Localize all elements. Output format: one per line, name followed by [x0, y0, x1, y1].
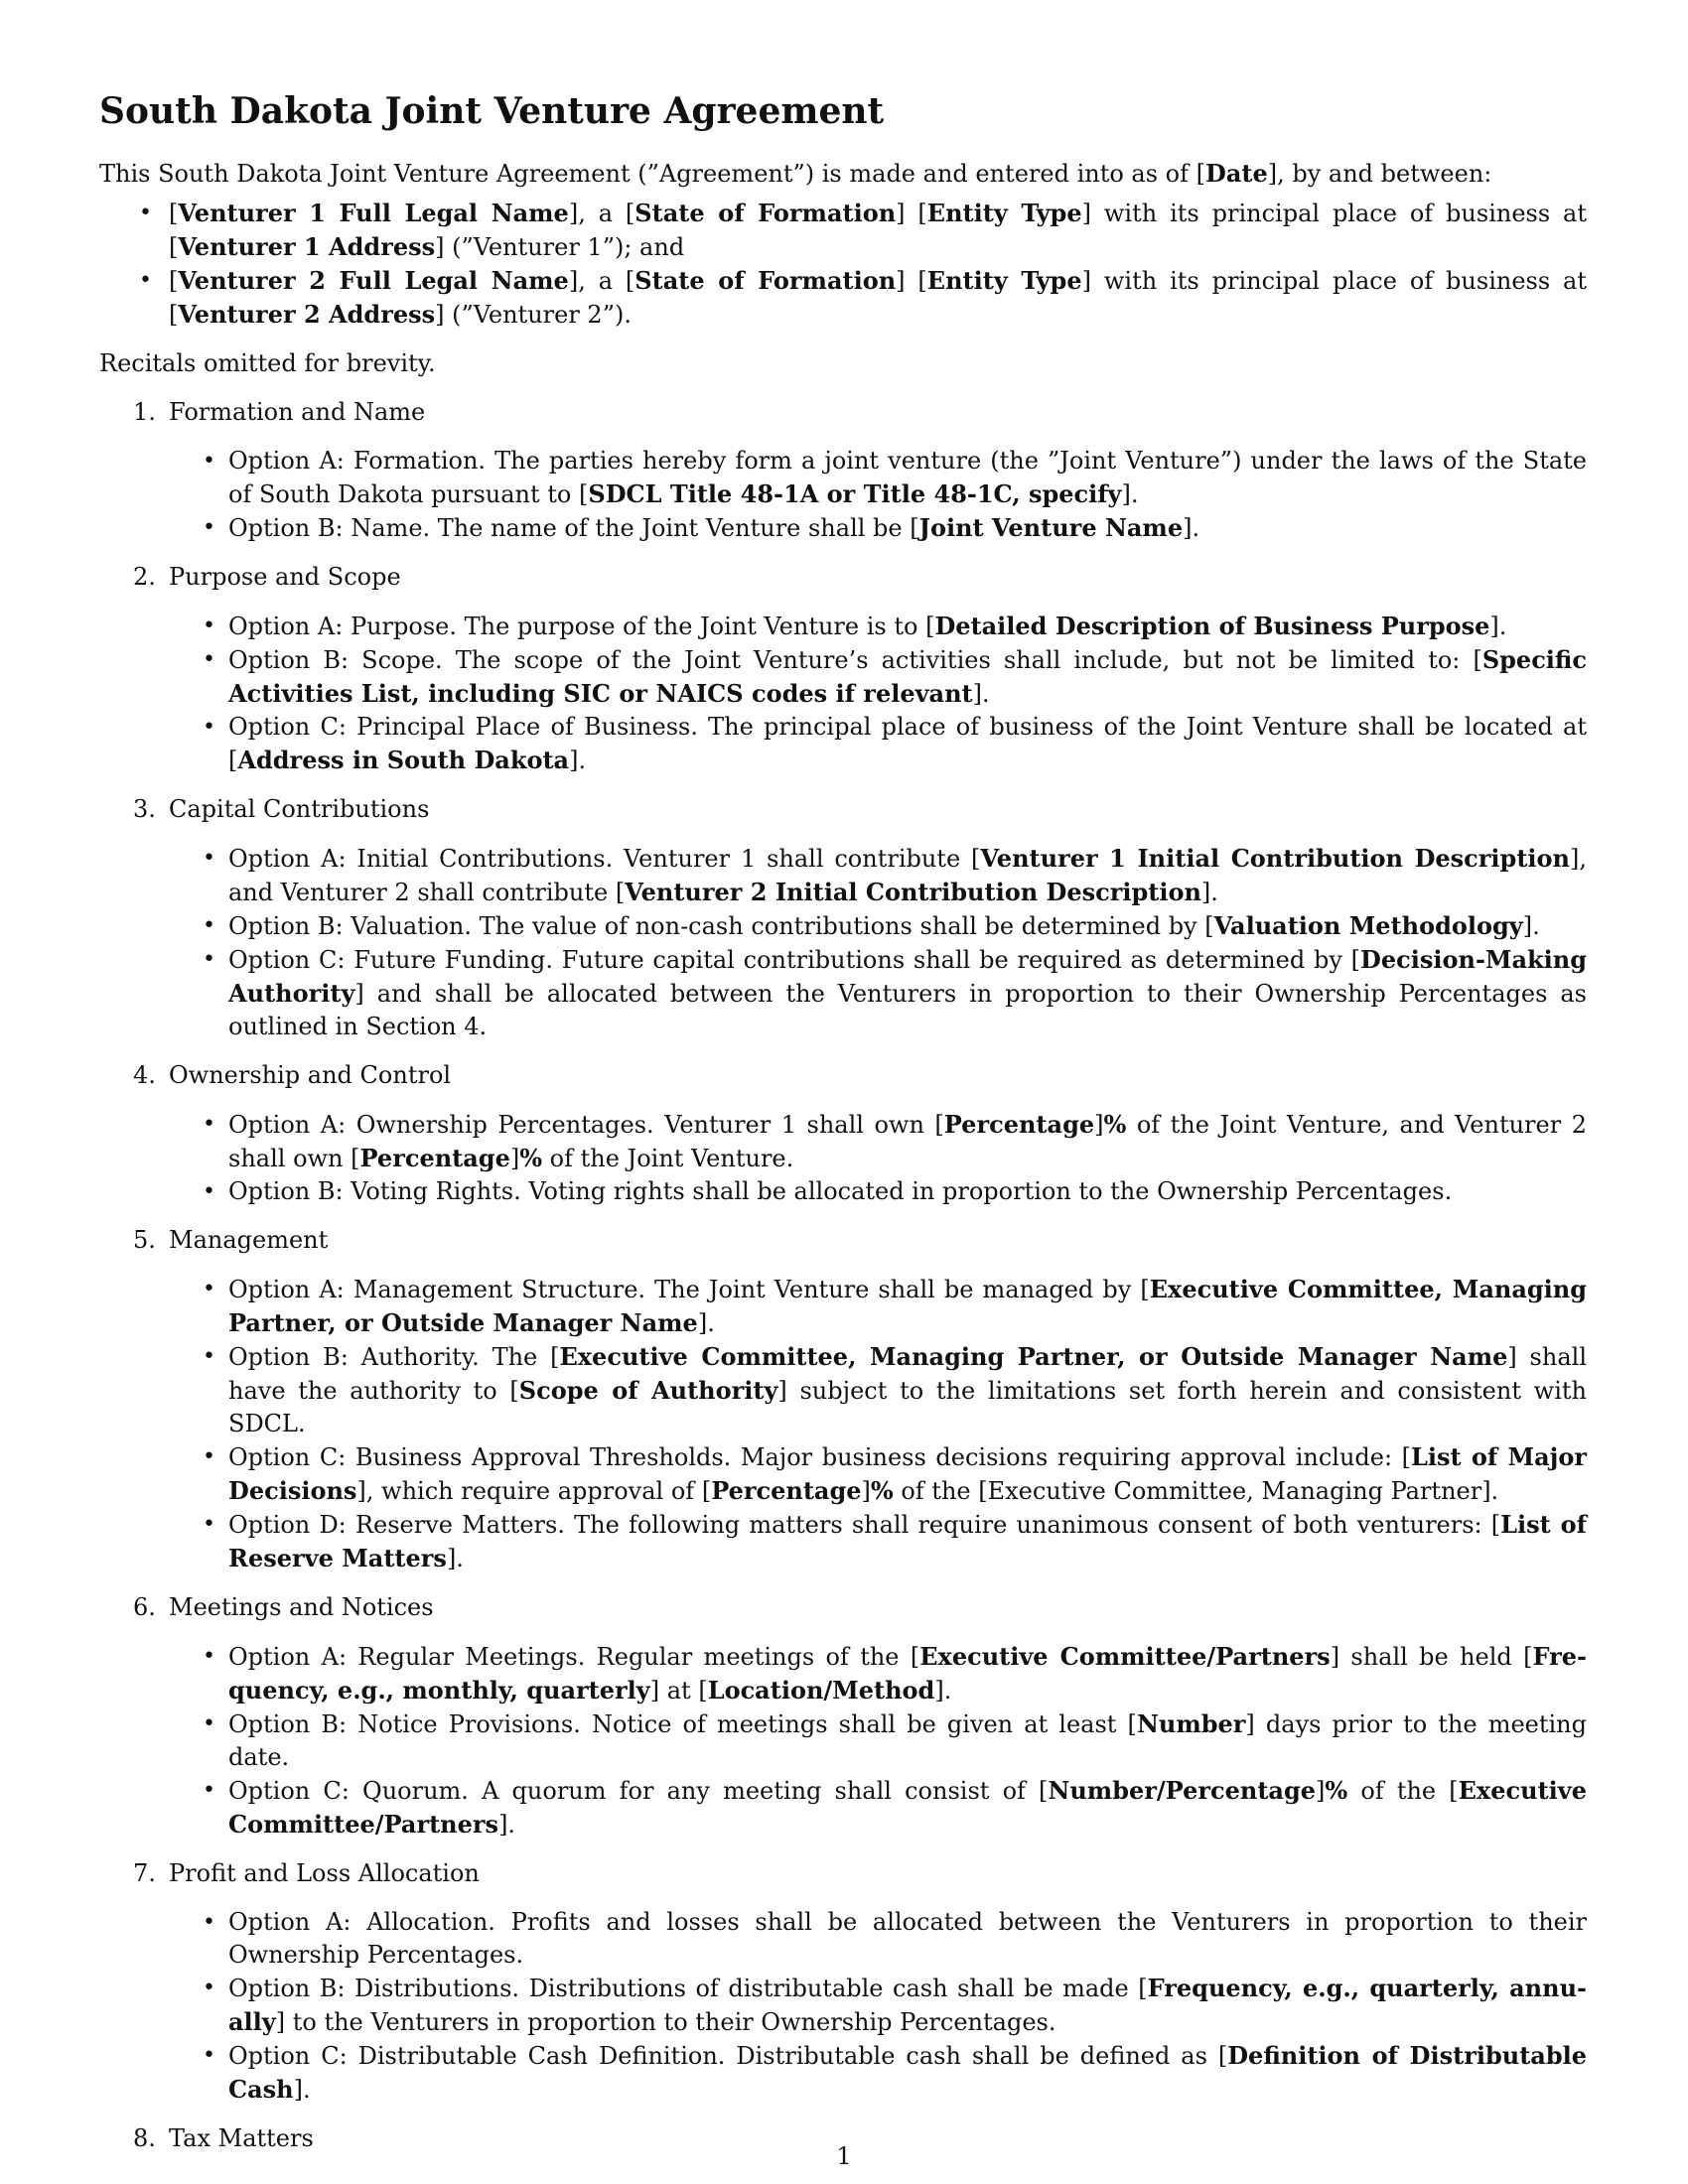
placeholder-field: Decision-Making Authority — [228, 945, 1587, 1008]
placeholder-field: % — [1325, 1776, 1348, 1805]
clause-text: Option B: Notice Provisions. Notice of meetings shall be given at least [ — [228, 1710, 1137, 1738]
section-title: Formation and Name — [169, 398, 426, 426]
option-list — [99, 1108, 1587, 1208]
section-item — [99, 1059, 1587, 1208]
clause-text: ] [ — [896, 267, 927, 295]
option-item — [228, 1273, 1587, 1340]
clause-text: Option A: Formation. The parties hereby form a joint venture (the ”Joint Venture”) under the laws of the State of South Dakota pursuant to [ — [228, 447, 1587, 508]
clause-text: ]. — [1121, 480, 1139, 508]
option-list — [99, 1906, 1587, 2107]
page-number: 1 — [836, 2142, 852, 2170]
clause-text: Option B: Valuation. The value of non-cash contributions shall be determined by [ — [228, 912, 1214, 940]
placeholder-field: Address in South Dakota — [237, 746, 570, 774]
section-item — [99, 1591, 1587, 1842]
placeholder-field: Entity Type — [926, 266, 1082, 295]
placeholder-field: Executive Committee/Partners — [228, 1776, 1587, 1839]
section-heading — [99, 561, 1587, 594]
clause-text: Option C: Principal Place of Business. The principal place of business of the Joint Venture shall be located at [ — [228, 713, 1587, 774]
clause-text: Option A: Purpose. The purpose of the Joint Venture is to [ — [228, 613, 935, 640]
section-title: Management — [169, 1226, 329, 1254]
sections-list — [99, 396, 1587, 2155]
clause-text: ]. — [934, 1677, 952, 1705]
clause-text: Option A: Allocation. Profits and losses shall be allocated between the Venturers in proportion to their Ownership Percentages. — [228, 1908, 1587, 1969]
clause-text: ]. — [1522, 912, 1540, 940]
clause-text: [ — [169, 200, 179, 227]
clause-text: Option C: Distributable Cash Definition. Distributable cash shall be defined as [ — [228, 2042, 1228, 2070]
section-item — [99, 793, 1587, 1043]
option-item — [228, 1774, 1587, 1842]
clause-text: ] — [509, 1145, 520, 1172]
section-title: Tax Matters — [169, 2124, 314, 2152]
section-heading — [99, 1059, 1587, 1092]
clause-text: ] [ — [896, 200, 927, 227]
placeholder-field: Executive Committee/Partners — [919, 1642, 1331, 1671]
option-item — [228, 610, 1587, 643]
option-item — [228, 711, 1587, 777]
intro-text: ], by and between: — [1267, 160, 1492, 188]
clause-text: ]. — [972, 680, 990, 708]
placeholder-field: Specific Activities List, including SIC or NAICS codes if relevant — [228, 645, 1587, 708]
section-number: 2. — [133, 563, 156, 591]
clause-text: Option A: Ownership Percentages. Venturer 1 shall own [ — [228, 1111, 944, 1139]
clause-text: Option A: Management Structure. The Joint Venture shall be managed by [ — [228, 1276, 1150, 1303]
option-item — [228, 842, 1587, 909]
option-item — [228, 1175, 1587, 1208]
clause-text: Option B: Distributions. Distributions of distributable cash shall be made [ — [228, 1975, 1148, 2002]
clause-text: Option B: Name. The name of the Joint Venture shall be [ — [228, 514, 919, 542]
clause-text: ] and shall be allocated between the Venturers in proportion to their Ownership Percentages as outlined in Section 4. — [228, 980, 1587, 1040]
clause-text: ] to the Venturers in proportion to their Ownership Percentages. — [275, 2008, 1056, 2036]
clause-text: ] — [1094, 1111, 1104, 1139]
party-item — [169, 197, 1587, 264]
clause-text: ], and Venturer 2 shall contribute [ — [228, 845, 1587, 906]
option-list — [99, 445, 1587, 545]
placeholder-field: Executive Committee, Managing Partner, or Outside Manager Name — [559, 1342, 1508, 1371]
section-heading — [99, 396, 1587, 429]
option-item — [228, 943, 1587, 1043]
option-list — [99, 1640, 1587, 1842]
clause-text: ] shall have the authority to [ — [228, 1343, 1587, 1405]
placeholder-field: Number/Percentage — [1048, 1776, 1316, 1805]
placeholder-field: Venturer 1 Full Legal Name — [178, 199, 569, 227]
section-number: 1. — [133, 398, 156, 426]
clause-text: ] — [861, 1477, 871, 1505]
section-title: Meetings and Notices — [169, 1593, 434, 1621]
section-item — [99, 561, 1587, 777]
placeholder-field: State of Formation — [634, 266, 897, 295]
option-list — [99, 1273, 1587, 1575]
clause-text: Option C: Future Funding. Future capital contributions shall be required as determined by [ — [228, 946, 1361, 974]
section-number: 7. — [133, 1859, 156, 1887]
placeholder-field: List of Reserve Matters — [228, 1510, 1587, 1572]
placeholder-field: Joint Venture Name — [918, 513, 1184, 542]
placeholder-field: Venturer 2 Address — [178, 300, 436, 329]
placeholder-field: State of Formation — [634, 199, 897, 227]
section-item — [99, 1857, 1587, 2107]
option-item — [228, 643, 1587, 711]
option-item — [228, 445, 1587, 511]
placeholder-field: Percentage — [943, 1110, 1095, 1139]
recitals-note: Recitals omitted for brevity. — [99, 349, 436, 377]
intro-date-placeholder: Date — [1205, 159, 1268, 188]
clause-text: Option D: Reserve Matters. The following matters shall require unanimous consent of both venturers: [ — [228, 1511, 1501, 1539]
clause-text: of the Joint Venture, and Venturer 2 shall own [ — [228, 1111, 1587, 1172]
placeholder-field: % — [519, 1144, 543, 1172]
section-title: Purpose and Scope — [169, 563, 401, 591]
section-title: Capital Contributions — [169, 795, 430, 823]
clause-text: ], a [ — [568, 267, 635, 295]
clause-text: ]. — [498, 1811, 516, 1839]
placeholder-field: Executive Committee, Managing Partner, or Outside Manager Name — [228, 1275, 1588, 1337]
placeholder-field: Scope of Authority — [518, 1376, 778, 1405]
clause-text: Option B: Scope. The scope of the Joint Venture’s activities shall include, but not be limited to: [ — [228, 646, 1482, 674]
section-number: 8. — [133, 2124, 156, 2152]
option-item — [228, 1440, 1587, 1508]
placeholder-field: % — [870, 1476, 894, 1505]
placeholder-field: Detailed Description of Business Purpose — [934, 612, 1490, 640]
section-heading — [99, 1591, 1587, 1624]
clause-text: ]. — [697, 1309, 715, 1337]
clause-text: Option A: Regular Meetings. Regular meetings of the [ — [228, 1643, 920, 1671]
clause-text: ] with its principal place of business at [ — [169, 267, 1588, 329]
placeholder-field: Venturer 2 Initial Contribution Description — [625, 878, 1201, 906]
clause-text: ]. — [569, 747, 587, 774]
section-title: Profit and Loss Allocation — [169, 1859, 480, 1887]
clause-text: Option C: Business Approval Thresholds. Major business decisions requiring approval include: [ — [228, 1443, 1411, 1471]
option-list — [99, 842, 1587, 1043]
clause-text: of the [ — [1347, 1777, 1459, 1805]
clause-text: ]. — [446, 1545, 464, 1572]
placeholder-field: Definition of Distributable Cash — [228, 2041, 1587, 2104]
option-item — [228, 511, 1587, 545]
placeholder-field: Valuation Methodology — [1213, 911, 1523, 940]
clause-text: ], which require approval of [ — [356, 1477, 712, 1505]
clause-text: ]. — [293, 2076, 311, 2104]
section-number: 3. — [133, 795, 156, 823]
section-heading — [99, 1224, 1587, 1257]
clause-text: ] (”Venturer 1”); and — [435, 233, 685, 261]
option-item — [228, 1906, 1587, 1972]
section-number: 5. — [133, 1226, 156, 1254]
option-item — [228, 1707, 1587, 1774]
placeholder-field: Entity Type — [926, 199, 1082, 227]
clause-text: ]. — [1200, 879, 1218, 906]
clause-text: Option B: Authority. The [ — [228, 1343, 560, 1371]
placeholder-field: Venturer 1 Address — [178, 232, 436, 261]
placeholder-field: Venturer 1 Initial Contribution Description — [980, 844, 1570, 873]
section-item — [99, 1224, 1587, 1575]
intro-text: This South Dakota Joint Venture Agreement (”Agreement”) is made and entered into as of [ — [99, 160, 1206, 188]
clause-text: Option B: Voting Rights. Voting rights shall be allocated in proportion to the Ownership Percentages. — [228, 1177, 1453, 1205]
clause-text: ] at [ — [649, 1677, 708, 1705]
clause-text: ]. — [1489, 613, 1507, 640]
placeholder-field: Location/Method — [707, 1676, 935, 1705]
option-item — [228, 909, 1587, 943]
section-title: Ownership and Control — [169, 1061, 452, 1089]
section-number: 4. — [133, 1061, 156, 1089]
option-item — [228, 1972, 1587, 2039]
document-title: South Dakota Joint Venture Agreement — [99, 90, 885, 132]
clause-text: [ — [169, 267, 179, 295]
placeholder-field: Venturer 2 Full Legal Name — [178, 266, 569, 295]
section-heading — [99, 793, 1587, 826]
clause-text: Option A: Initial Contributions. Venturer 1 shall contribute [ — [228, 845, 981, 873]
option-item — [228, 2039, 1587, 2107]
option-list — [99, 610, 1587, 777]
section-item — [99, 396, 1587, 545]
placeholder-field: Percentage — [711, 1476, 862, 1505]
clause-text: ] — [1316, 1777, 1326, 1805]
option-item — [228, 1508, 1587, 1575]
party-item — [169, 264, 1587, 332]
clause-text: of the [Executive Committee, Managing Partner]. — [893, 1477, 1499, 1505]
placeholder-field: SDCL Title 48-1A or Title 48-1C, specify — [588, 479, 1122, 508]
placeholder-field: Number — [1136, 1709, 1246, 1738]
section-heading — [99, 1857, 1587, 1890]
clause-text: ] (”Venturer 2”). — [435, 301, 632, 329]
option-item — [228, 1640, 1587, 1707]
clause-text: ] with its principal place of business at [ — [169, 200, 1588, 261]
clause-text: of the Joint Venture. — [542, 1145, 794, 1172]
placeholder-field: Percentage — [359, 1144, 510, 1172]
parties-list — [99, 197, 1587, 332]
placeholder-field: Frequency, e.g., quarterly, annually — [228, 1974, 1587, 2036]
clause-text: ] days prior to the meeting date. — [228, 1710, 1588, 1771]
clause-text: ], a [ — [568, 200, 635, 227]
clause-text: ]. — [1183, 514, 1200, 542]
option-item — [228, 1108, 1587, 1175]
intro-paragraph — [99, 157, 1587, 191]
option-item — [228, 1340, 1587, 1440]
placeholder-field: Frequency, e.g., monthly, quarterly — [228, 1642, 1587, 1705]
clause-text: ] subject to the limitations set forth herein and consistent with SDCL. — [228, 1377, 1588, 1437]
clause-text: Option C: Quorum. A quorum for any meeting shall consist of [ — [228, 1777, 1049, 1805]
section-number: 6. — [133, 1593, 156, 1621]
placeholder-field: % — [1103, 1110, 1127, 1139]
clause-text: ] shall be held [ — [1330, 1643, 1533, 1671]
placeholder-field: List of Major Decisions — [228, 1442, 1587, 1505]
